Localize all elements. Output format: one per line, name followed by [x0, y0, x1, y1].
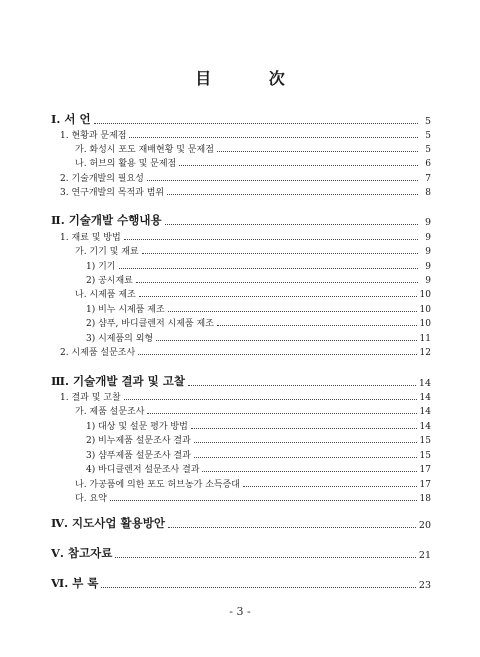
toc-entry-page: 10 [419, 319, 431, 329]
toc-dot-leader [217, 325, 417, 326]
toc-entry-label: Ⅱ. 기술개발 수행내용 [51, 213, 162, 227]
toc-entry [51, 403, 431, 417]
toc-dot-leader [243, 486, 417, 487]
toc-entry-page: 15 [419, 436, 431, 446]
toc-entry-page: 23 [418, 580, 431, 591]
toc-entry-label: 다. 요약 [75, 494, 107, 504]
toc-entry-label: 가. 제품 설문조사 [75, 407, 145, 417]
toc-entry [51, 476, 431, 490]
toc-entry-label: 나. 허브의 활용 및 문제점 [75, 159, 177, 169]
toc-dot-leader [139, 296, 417, 297]
toc-entry-page: 12 [419, 348, 431, 358]
toc-entry-label: 가. 화성시 포도 재배현황 및 문제점 [75, 145, 214, 155]
toc-entry-page: 11 [419, 334, 431, 344]
toc-entry-page: 18 [419, 494, 431, 504]
toc-dot-leader [147, 180, 418, 181]
toc-entry-label: 3. 연구개발의 목적과 범위 [60, 188, 165, 198]
toc-entry-page: 8 [425, 188, 431, 198]
toc-entry-label: 2) 비누제품 설문조사 결과 [86, 436, 191, 446]
toc-entry-label: 1) 기기 [86, 262, 116, 272]
toc-entry [51, 330, 431, 344]
toc-dot-leader [179, 165, 418, 166]
toc-dot-leader [167, 194, 418, 195]
toc-dot-leader [147, 413, 416, 414]
toc-entry-page: 9 [425, 276, 431, 286]
toc-dot-leader [136, 282, 418, 283]
toc-entry-page: 5 [425, 131, 431, 141]
toc-section-heading [51, 113, 431, 127]
toc-dot-leader [194, 442, 417, 443]
toc-entry-label: 4) 바디클렌저 설문조사 결과 [86, 465, 200, 475]
toc-entry-page: 17 [419, 465, 431, 475]
toc-entry-page: 7 [425, 174, 431, 184]
toc-entry-page: 6 [425, 159, 431, 169]
toc-entry-label: 2. 기술개발의 필요성 [60, 174, 144, 184]
toc-entry-label: 1. 재료 및 방법 [60, 233, 121, 243]
toc-entry [51, 432, 431, 446]
toc-dot-leader [188, 385, 416, 386]
toc-dot-leader [124, 239, 418, 240]
toc-entry-label: 1) 비누 시제품 제조 [86, 305, 165, 315]
toc-section-heading [51, 517, 431, 531]
toc-entry-page: 20 [418, 520, 431, 531]
toc-entry [51, 461, 431, 475]
toc-entry-label: 1. 결과 및 고찰 [60, 393, 121, 403]
toc-section-heading [51, 214, 431, 228]
toc-dot-leader [110, 500, 417, 501]
toc-entry [51, 286, 431, 300]
toc-entry-page: 14 [418, 378, 431, 389]
toc-entry-label: 나. 가공품에 의한 포도 허브농가 소득증대 [75, 480, 240, 490]
toc-dot-leader [142, 253, 418, 254]
toc-entry-page: 5 [424, 116, 431, 127]
toc-dot-leader [124, 399, 417, 400]
toc-section-heading [51, 547, 431, 561]
toc-dot-leader [202, 471, 416, 472]
toc-entry-page: 15 [419, 451, 431, 461]
toc-dot-leader [156, 340, 416, 341]
toc-entry [51, 272, 431, 286]
toc-entry [51, 184, 431, 198]
toc-entry [51, 243, 431, 257]
toc-dot-leader [217, 151, 418, 152]
toc-entry [51, 170, 431, 184]
toc-entry [51, 315, 431, 329]
toc-entry [51, 155, 431, 169]
page-number: - 3 - [229, 605, 251, 618]
toc-dot-leader [101, 587, 415, 588]
toc-entry-page: 9 [425, 247, 431, 257]
toc-dot-leader [138, 354, 416, 355]
toc-entry-page: 10 [419, 290, 431, 300]
toc-entry-label: Ⅴ. 참고자료 [51, 546, 113, 560]
toc-entry-label: 1) 대상 및 설문 평가 방법 [86, 422, 188, 432]
toc-entry [51, 418, 431, 432]
toc-entry [51, 490, 431, 504]
toc-entry-page: 9 [425, 262, 431, 272]
toc-dot-leader [129, 137, 418, 138]
toc-entry-label: Ⅵ. 부 록 [51, 576, 99, 590]
toc-entry [51, 229, 431, 243]
page-title: 目 次 [195, 69, 311, 88]
toc-dot-leader [94, 123, 418, 124]
toc-entry-label: 1. 현황과 문제점 [60, 131, 127, 141]
toc-entry-page: 10 [419, 305, 431, 315]
toc-dot-leader [194, 457, 417, 458]
toc-entry [51, 389, 431, 403]
toc-entry [51, 301, 431, 315]
toc-entry-page: 9 [425, 233, 431, 243]
toc-entry-page: 9 [424, 217, 431, 228]
toc-entry-page: 14 [419, 422, 431, 432]
toc-entry-label: 3) 시제품의 외형 [86, 334, 154, 344]
toc-entry-page: 14 [419, 393, 431, 403]
toc-entry-label: 2) 공시재료 [86, 276, 133, 286]
toc-entry [51, 447, 431, 461]
toc-entry-label: Ⅰ. 서 언 [51, 112, 91, 126]
toc-entry-page: 14 [419, 407, 431, 417]
toc-entry [51, 344, 431, 358]
toc-dot-leader [119, 268, 419, 269]
toc-section-heading [51, 375, 431, 389]
toc-dot-leader [168, 311, 417, 312]
toc-dot-leader [115, 557, 416, 558]
toc-dot-leader [168, 527, 416, 528]
toc-entry-page: 17 [419, 480, 431, 490]
toc-entry [51, 127, 431, 141]
toc-entry-page: 5 [425, 145, 431, 155]
toc-section-heading [51, 577, 431, 591]
toc-dot-leader [191, 428, 417, 429]
toc-entry-label: 2) 샴푸, 바디클렌저 시제품 제조 [86, 319, 214, 329]
toc-entry-label: Ⅳ. 지도사업 활용방안 [51, 516, 165, 530]
toc-entry-page: 21 [418, 550, 431, 561]
toc-entry [51, 141, 431, 155]
toc-dot-leader [165, 224, 418, 225]
toc-entry-label: Ⅲ. 기술개발 결과 및 고찰 [51, 374, 186, 388]
toc-entry-label: 가. 기기 및 재료 [75, 247, 139, 257]
toc-entry [51, 258, 431, 272]
toc-entry-label: 3) 샴푸제품 설문조사 결과 [86, 451, 191, 461]
toc-entry-label: 2. 시제품 설문조사 [60, 348, 136, 358]
toc-entry-label: 나. 시제품 제조 [75, 290, 136, 300]
